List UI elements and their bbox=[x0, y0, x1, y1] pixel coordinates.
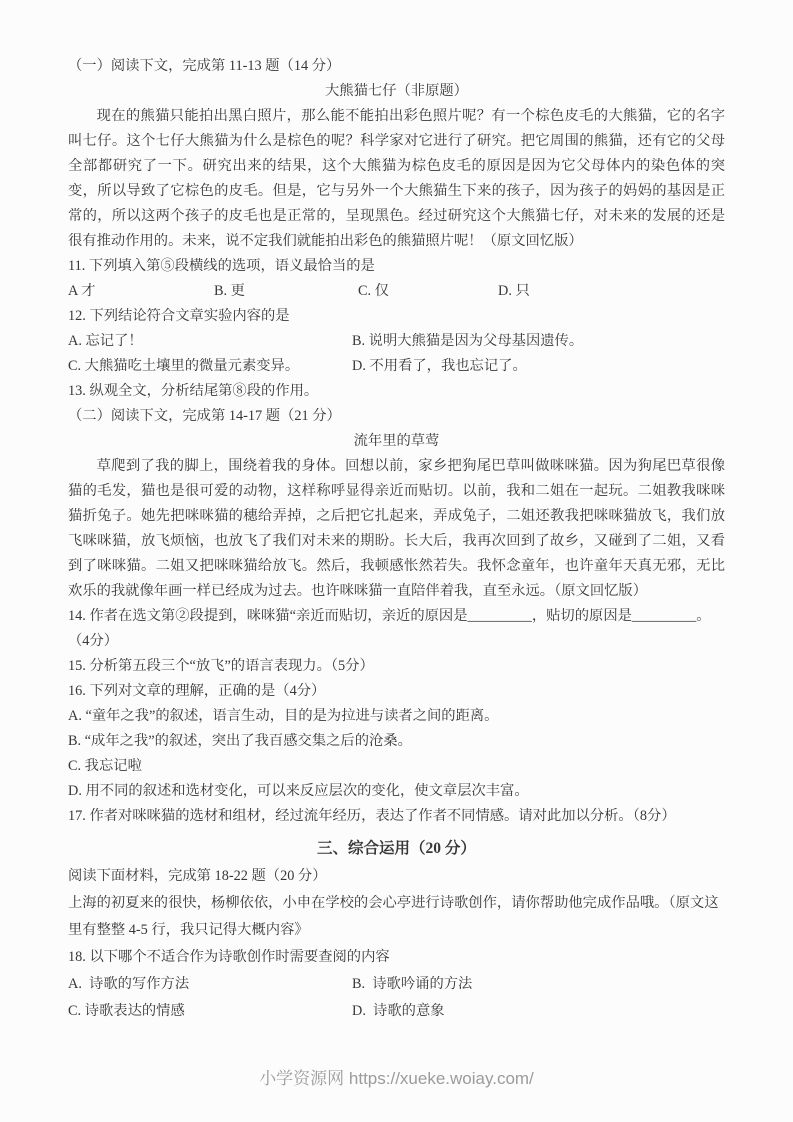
question-18-options-row2 bbox=[68, 998, 725, 1025]
part1-passage-paragraph: 现在的熊猫只能拍出黑白照片，那么能不能拍出彩色照片呢？有一个棕色皮毛的大熊猫，它的名字叫七仔。这个七仔大熊猫为什么是棕色的呢？科学家对它进行了研究。把它周围的熊猫，还有它的父母全部都研究了一下。研究出来的结果，这个大熊猫为棕色皮毛的原因是因为它父母体内的染色体的突变，所以导致了它棕色的皮毛。但是，它与另外一个大熊猫生下来的孩子，因为孩子的妈妈的基因是正常的，所以这两个孩子的皮毛也是正常的，呈现黑色。经过研究这个大熊猫七仔，对未来的发展的还是很有推动作用的。未来，说不定我们就能拍出彩色的熊猫照片呢！（原文回忆版） bbox=[68, 108, 725, 249]
question-11-option-b: B. 更 bbox=[214, 283, 245, 299]
question-16-option-b: B. “成年之我”的叙述，突出了我百感交集之后的沧桑。 bbox=[68, 733, 412, 749]
question-18-option-d: D. 诗歌的意象 bbox=[352, 1003, 445, 1019]
part1-header: （一）阅读下文，完成第 11-13 题（14 分） bbox=[68, 58, 341, 74]
part1-passage-title: 大熊猫七仔（非原题） bbox=[325, 83, 468, 99]
question-16-option-d: D. 用不同的叙述和选材变化，可以来反应层次的变化，使文章层次丰富。 bbox=[68, 783, 529, 799]
question-12-options-row1 bbox=[68, 329, 725, 354]
part2-header: （二）阅读下文，完成第 14-17 题（21 分） bbox=[68, 408, 341, 424]
part2-passage-paragraph: 草爬到了我的脚上，围绕着我的身体。回想以前，家乡把狗尾巴草叫做咪咪猫。因为狗尾巴草很像猫的毛发，猫也是很可爱的动物，这样称呼显得亲近而贴切。以前，我和二姐在一起玩。二姐教我咪咪猫折兔子。她先把咪咪猫的穗给弄掉，之后把它扎起来，弄成兔子，二姐还教我把咪咪猫放飞，我们放飞咪咪猫，放飞烦恼，也放飞了我们对未来的期盼。长大后，我再次回到了故乡，又碰到了二姐，又看到了咪咪猫。二姐又把咪咪猫给放飞。然后，我顿感怅然若失。我怀念童年，也许童年天真无邪，无比欢乐的我就像年画一样已经成为过去。也许咪咪猫一直陪伴着我，直至永远。（原文回忆版） bbox=[68, 458, 725, 599]
question-16-stem: 16. 下列对文章的理解，正确的是（4分） bbox=[68, 683, 326, 699]
question-16-option-a: A. “童年之我”的叙述，语言生动，目的是为拉进与读者之间的距离。 bbox=[68, 708, 499, 724]
part3-intro-materials: 阅读下面材料，完成第 18-22 题（20 分） bbox=[68, 868, 327, 884]
part3-intro-scenario: 上海的初夏来的很快，杨柳依依，小申在学校的会心亭进行诗歌创作，请你帮助他完成作品哦。（原文这里有整整 4-5 行，我只记得大概内容》 bbox=[68, 895, 719, 938]
question-11-option-d: D. 只 bbox=[498, 283, 530, 299]
question-12-option-c: C. 大熊猫吃土壤里的微量元素变异。 bbox=[68, 358, 300, 374]
question-18-option-c: C. 诗歌表达的情感 bbox=[68, 1003, 185, 1019]
question-12-options-row2 bbox=[68, 354, 725, 379]
question-18-option-a: A. 诗歌的写作方法 bbox=[68, 976, 190, 992]
part3-section bbox=[68, 835, 725, 1025]
question-11-option-c: C. 仅 bbox=[358, 283, 389, 299]
question-18-stem: 18. 以下哪个不适合作为诗歌创作时需要查阅的内容 bbox=[68, 949, 390, 965]
site-watermark: 小学资源网 https://xueke.woiay.com/ bbox=[259, 1069, 534, 1088]
part3-heading: 三、综合运用（20 分） bbox=[317, 840, 476, 857]
question-15-stem: 15. 分析第五段三个“放飞”的语言表现力。（5分） bbox=[68, 658, 374, 674]
question-18-options-row1 bbox=[68, 971, 725, 998]
part2-passage-title: 流年里的草莺 bbox=[353, 433, 440, 449]
question-18-option-b: B. 诗歌吟诵的方法 bbox=[352, 976, 473, 992]
question-17-stem: 17. 作者对咪咪猫的选材和组材，经过流年经历，表达了作者不同情感。请对此加以分析。（8分） bbox=[68, 808, 676, 824]
question-14-stem: 14. 作者在选文第②段提到，咪咪猫“亲近而贴切，亲近的原因是_________，贴切的原因是_________。 bbox=[68, 608, 711, 624]
question-11-option-a: A 才 bbox=[68, 283, 96, 299]
question-12-option-d: D. 不用看了，我也忘记了。 bbox=[352, 358, 527, 374]
question-12-stem: 12. 下列结论符合文章实验内容的是 bbox=[68, 308, 290, 324]
question-11-stem: 11. 下列填入第⑤段横线的选项，语义最恰当的是 bbox=[68, 258, 375, 274]
question-14-points: （4分） bbox=[68, 633, 119, 649]
question-13-stem: 13. 纵观全文，分析结尾第⑧段的作用。 bbox=[68, 383, 319, 399]
question-12-option-a: A. 忘记了！ bbox=[68, 333, 143, 349]
question-12-option-b: B. 说明大熊猫是因为父母基因遗传。 bbox=[352, 333, 584, 349]
question-16-option-c: C. 我忘记啦 bbox=[68, 758, 142, 774]
question-11-options bbox=[68, 279, 725, 304]
